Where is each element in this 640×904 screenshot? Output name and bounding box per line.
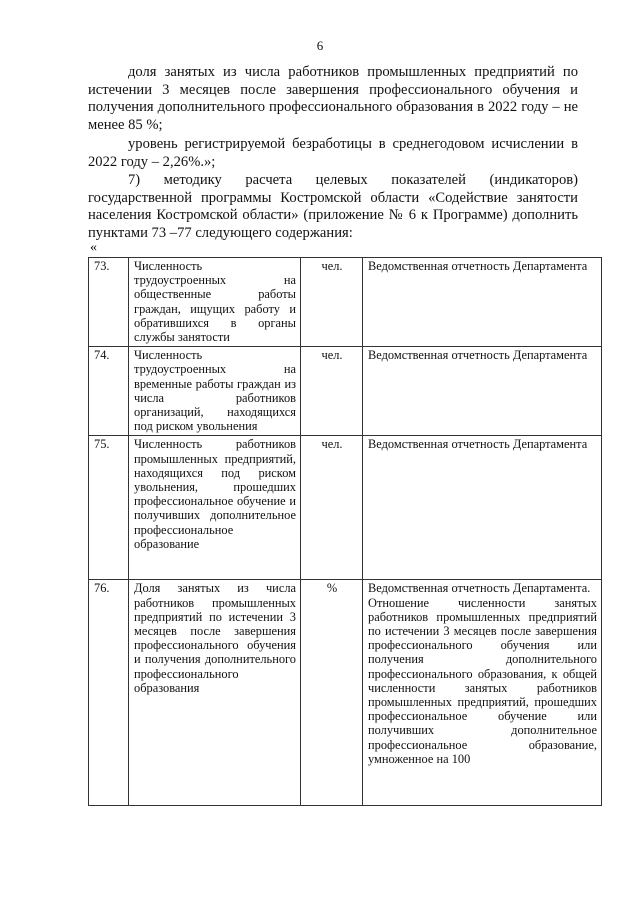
unit-of-measure: % bbox=[301, 580, 363, 806]
data-source: Ведомственная отчетность Департамента bbox=[363, 258, 602, 347]
table-row bbox=[89, 347, 602, 436]
indicator-name: Численность трудоустроенных на временные работы граждан из числа работников организаций, находящихся под риском увольнения bbox=[129, 347, 301, 436]
data-source: Ведомственная отчетность Департамента. bbox=[368, 581, 591, 596]
table-row bbox=[89, 258, 602, 347]
paragraph-text: доля занятых из числа работников промышленных предприятий по истечении 3 месяцев после завершения профессионального обучения и получения дополнительного профессионального образования в 2022 году – не менее 85 %; bbox=[88, 64, 578, 133]
indicator-name: Доля занятых из числа работников промышленных предприятий по истечении 3 месяцев после завершения профессионального обучения и получения дополнительного профессионального образования bbox=[129, 580, 301, 806]
table-row bbox=[89, 580, 602, 806]
paragraph-text: уровень регистрируемой безработицы в среднегодовом исчислении в 2022 году – 2,26%.»; bbox=[88, 136, 578, 170]
page-number: 6 bbox=[316, 38, 324, 53]
unit-of-measure: чел. bbox=[301, 436, 363, 580]
paragraph-text: 7) методику расчета целевых показателей (индикаторов) государственной программы Костромской области «Содействие занятости населения Костромской области» (приложение № 6 к Программе) дополнить пунктами 73 –77 следующего содержания: bbox=[88, 172, 578, 241]
row-number: 76. bbox=[89, 580, 129, 806]
paragraph-employment-share bbox=[88, 64, 578, 134]
indicator-name: Численность трудоустроенных на общественные работы граждан, ищущих работу и обратившихся в органы службы занятости bbox=[129, 258, 301, 347]
row-number: 73. bbox=[89, 258, 129, 347]
row-number: 75. bbox=[89, 436, 129, 580]
data-source-cell bbox=[363, 580, 602, 806]
data-source: Ведомственная отчетность Департамента bbox=[363, 436, 602, 580]
indicators-table bbox=[88, 257, 602, 806]
opening-quote: « bbox=[90, 240, 97, 255]
data-source: Ведомственная отчетность Департамента bbox=[363, 347, 602, 436]
table-row bbox=[89, 436, 602, 580]
indicator-name: Численность работников промышленных предприятий, находящихся под риском увольнения, прошедших профессиональное обучение и получивших дополнительное профессиональное образование bbox=[129, 436, 301, 580]
unit-of-measure: чел. bbox=[301, 258, 363, 347]
unit-of-measure: чел. bbox=[301, 347, 363, 436]
calculation-formula: Отношение численности занятых работников промышленных предприятий по истечении 3 месяцев после завершения профессионального обучения или получения дополнительного профессионального образования, к общей численности занятых работников промышленных предприятий, прошедших профессиональное обучение или получивших дополнительное профессиональное образование, умноженное на 100 bbox=[368, 595, 597, 766]
row-number: 74. bbox=[89, 347, 129, 436]
paragraph-unemployment-level bbox=[88, 136, 578, 171]
paragraph-methodology bbox=[88, 172, 578, 242]
